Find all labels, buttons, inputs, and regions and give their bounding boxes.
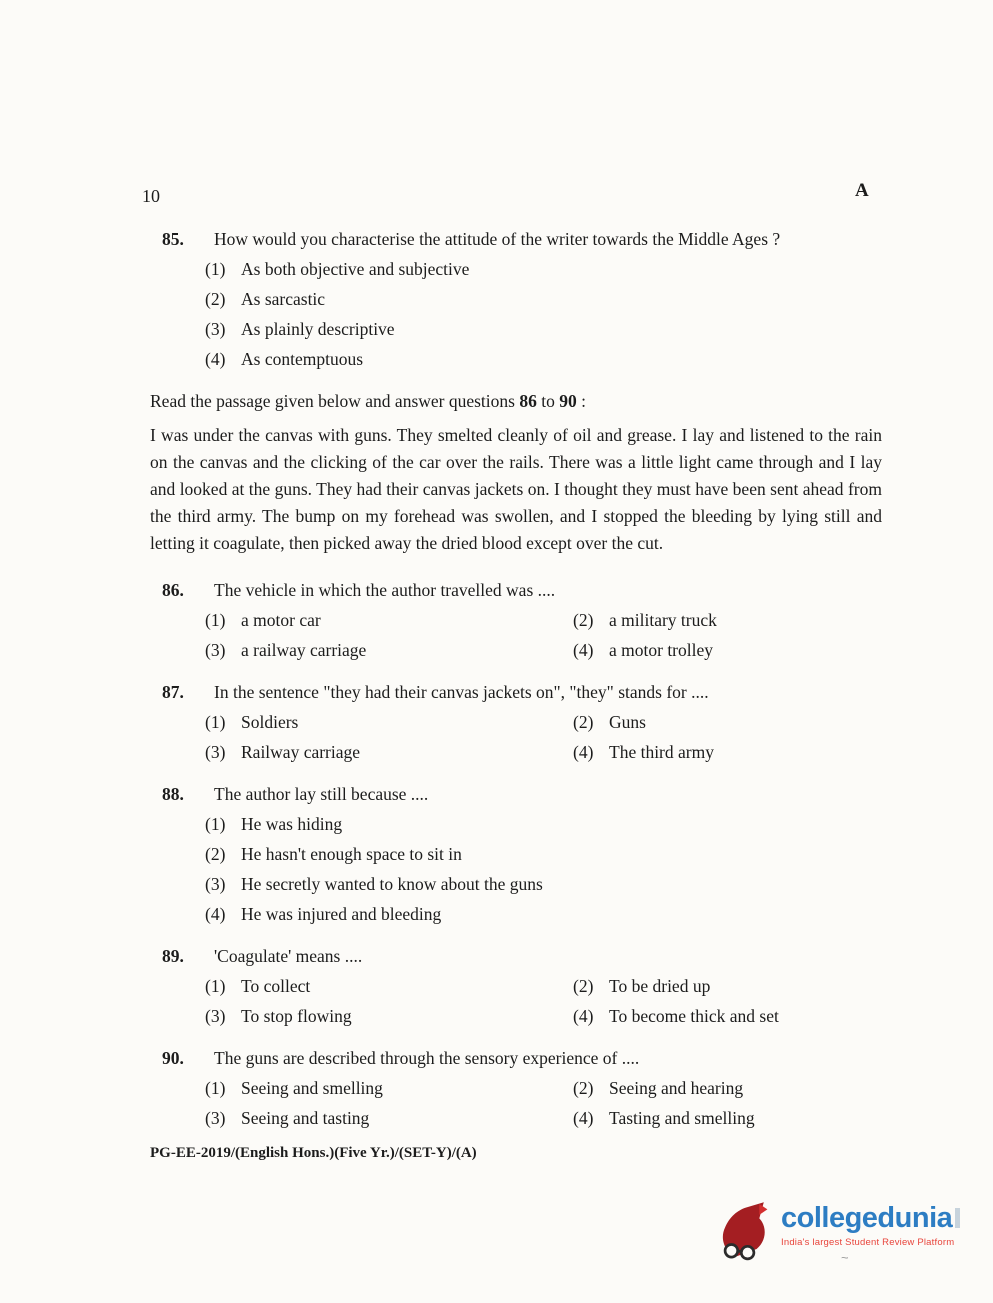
passage-question-start: 86 [519,391,537,411]
passage-instruction-joiner: to [536,391,560,411]
question-89 [150,941,882,1031]
option-label: (1) [205,976,226,996]
option [205,1073,573,1103]
option-label: (2) [573,976,594,996]
option-label: (1) [205,1078,226,1098]
question-88 [150,779,882,929]
option-label: (3) [205,1108,226,1128]
option-text: Seeing and smelling [241,1078,383,1098]
question-text: The vehicle in which the author travelled was .... [214,580,556,600]
option [573,1103,882,1133]
option [573,605,882,635]
option [573,635,882,665]
option-label: (1) [205,712,226,732]
option [573,707,882,737]
option [205,284,882,314]
option [573,1073,882,1103]
question-number: 86. [162,580,184,600]
option-label: (2) [573,1078,594,1098]
option [205,635,573,665]
option-label: (3) [205,742,226,762]
option [205,839,882,869]
question-85-options [205,254,882,374]
collegedunia-logo [717,1200,967,1267]
passage-question-end: 90 [559,391,577,411]
question-text: The guns are described through the sensory experience of .... [214,1048,640,1068]
question-90 [150,1043,882,1133]
option [205,314,882,344]
question-number: 90. [162,1048,184,1068]
question-number: 85. [162,229,184,249]
option-text: He was injured and bleeding [241,904,442,924]
option [205,1001,573,1031]
option [205,899,882,929]
option [205,344,882,374]
option-label: (2) [573,712,594,732]
exam-code-footer: PG-EE-2019/(English Hons.)(Five Yr.)/(SET-Y)/(A) [150,1145,477,1161]
option-label: (2) [573,610,594,630]
option-label: (1) [205,259,226,279]
question-88-options [205,809,882,929]
option-text: a military truck [609,610,717,630]
question-text: 'Coagulate' means .... [214,946,363,966]
option-label: (4) [205,349,226,369]
passage-instruction-lead: Read the passage given below and answer questions [150,391,520,411]
question-86-options [205,605,882,665]
option-text: To become thick and set [609,1006,779,1026]
question-number: 87. [162,682,184,702]
option [205,971,573,1001]
logo-text-block [781,1203,960,1265]
option-text: The third army [609,742,714,762]
option [205,1103,573,1133]
option-text: Tasting and smelling [609,1108,755,1128]
option-text: To collect [241,976,311,996]
option-label: (4) [573,640,594,660]
option [205,605,573,635]
option [205,737,573,767]
option [573,1001,882,1031]
option-text: To stop flowing [241,1006,352,1026]
question-89-options [205,971,882,1031]
logo-wordmark: collegedunia [781,1201,953,1234]
page-number: 10 [142,186,160,206]
option-text: As both objective and subjective [241,259,470,279]
page-content [150,224,882,1162]
option-text: Seeing and tasting [241,1108,370,1128]
option [573,737,882,767]
option-label: (2) [205,289,226,309]
question-text: The author lay still because .... [214,784,429,804]
option-text: As sarcastic [241,289,326,309]
set-letter: A [855,180,869,201]
question-87-options [205,707,882,767]
option-text: Soldiers [241,712,299,732]
logo-trailing-mark [955,1208,960,1228]
question-text: In the sentence "they had their canvas jackets on", "they" stands for .... [214,682,709,702]
option-label: (3) [205,874,226,894]
option-text: Guns [609,712,646,732]
logo-tagline: India's largest Student Review Platform [781,1236,955,1248]
question-number: 88. [162,784,184,804]
option-text: He was hiding [241,814,343,834]
option-label: (4) [573,1006,594,1026]
option-text: As contemptuous [241,349,364,369]
option-text: Seeing and hearing [609,1078,744,1098]
passage-instruction-tail: : [576,391,586,411]
option-label: (3) [205,319,226,339]
option-label: (3) [205,1006,226,1026]
question-87 [150,677,882,767]
option-label: (2) [205,844,226,864]
option-text: To be dried up [609,976,711,996]
option-label: (3) [205,640,226,660]
option [205,707,573,737]
option-text: He hasn't enough space to sit in [241,844,462,864]
logo-squiggle: ~ [841,1249,849,1265]
option-text: Railway carriage [241,742,361,762]
option [573,971,882,1001]
question-number: 89. [162,946,184,966]
question-85 [150,224,882,374]
option [205,869,882,899]
question-90-options [205,1073,882,1133]
question-text: How would you characterise the attitude of the writer towards the Middle Ages ? [214,229,781,249]
question-86 [150,575,882,665]
option-text: He secretly wanted to know about the guns [241,874,543,894]
reading-passage: I was under the canvas with guns. They smelted cleanly of oil and grease. I lay and listened to the rain on the canvas and the clicking of the car over the rails. There was a little light came through and I lay and looked at the guns. They had their canvas jackets on. I thought they must have been sent ahead from the third army. The bump on my forehead was swollen, and I stopped the bleeding by lying still and letting it coagulate, then picked away the dried blood except over the cut. [150,425,882,553]
collegedunia-mascot-icon [717,1200,771,1267]
passage-instruction [150,386,882,416]
option [205,254,882,284]
option-label: (1) [205,610,226,630]
option-label: (4) [205,904,226,924]
option-text: As plainly descriptive [241,319,395,339]
option [205,809,882,839]
option-text: a motor trolley [609,640,714,660]
option-label: (4) [573,1108,594,1128]
option-text: a railway carriage [241,640,367,660]
option-text: a motor car [241,610,321,630]
option-label: (1) [205,814,226,834]
option-label: (4) [573,742,594,762]
